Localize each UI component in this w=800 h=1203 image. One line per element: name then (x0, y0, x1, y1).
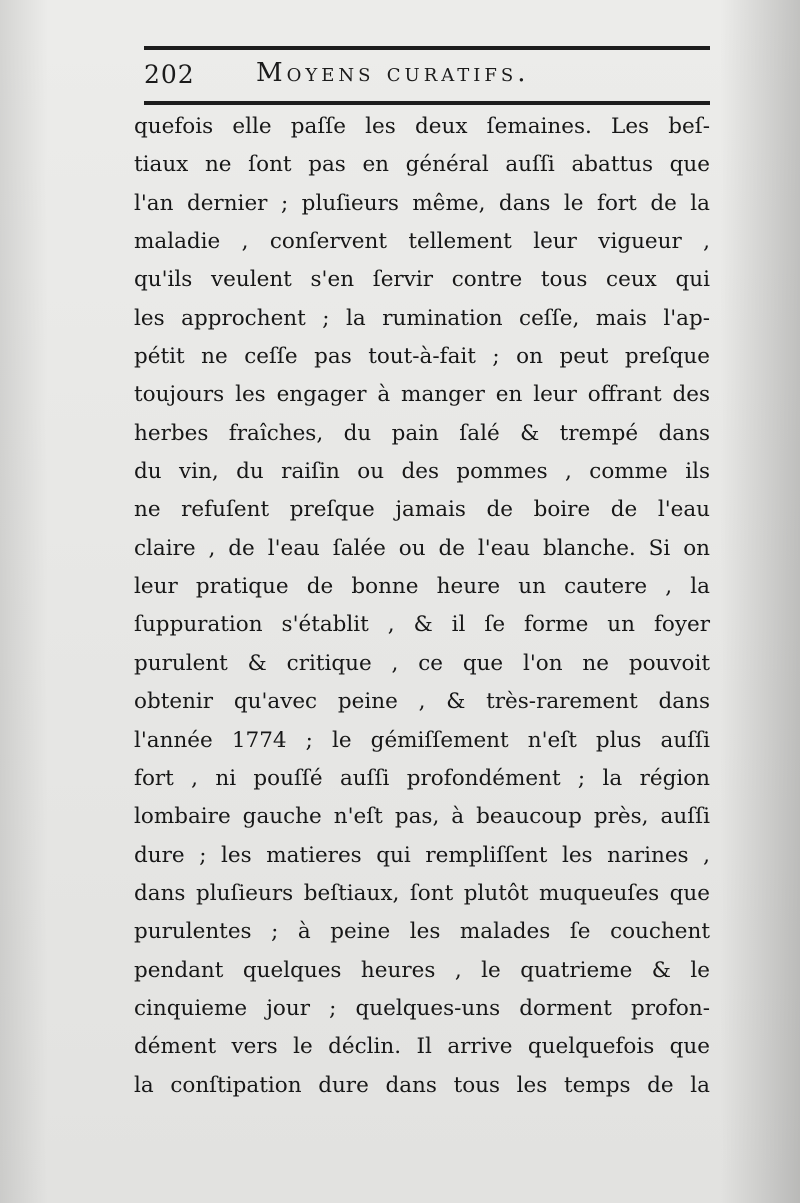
text-line: pendant quelques heures , le quatrieme & le (134, 957, 710, 983)
page-number: 202 (144, 60, 195, 89)
text-line: leur pratique de bonne heure un cautere , la (134, 574, 710, 600)
text-line: toujours les engager à manger en leur offrant des (134, 382, 710, 408)
text-line: dans pluſieurs beſtiaux, ſont plutôt muqueuſes que (134, 880, 710, 906)
text-line: purulentes ; à peine les malades ſe couchent (134, 919, 710, 945)
text-line: ne refuſent preſque jamais de boire de l'eau (134, 497, 710, 523)
text-line: les approchent ; la rumination ceſſe, mais l'ap- (134, 305, 710, 331)
header-top-rule (144, 46, 710, 50)
text-line: lombaire gauche n'eſt pas, à beaucoup près, auſſi (134, 804, 710, 830)
text-line: claire , de l'eau ſalée ou de l'eau blanche. Si on (134, 535, 710, 561)
text-line: l'année 1774 ; le gémiſſement n'eſt plus auſſi (134, 727, 710, 753)
text-line: l'an dernier ; pluſieurs même, dans le fort de la (134, 190, 710, 216)
text-line: du vin, du raiſin ou des pommes , comme ils (134, 459, 710, 485)
running-head: Moyens curatifs. (256, 58, 530, 88)
page-header (144, 56, 710, 92)
text-line: dure ; les matieres qui rempliſſent les narines , (134, 842, 710, 868)
text-line: maladie , conſervent tellement leur vigueur , (134, 229, 710, 255)
text-line: fort , ni pouſſé auſſi profondément ; la région (134, 765, 710, 791)
text-line: quefois elle paſſe les deux ſemaines. Les beſ- (134, 114, 710, 139)
text-line: ſuppuration s'établit , & il ſe forme un foyer (134, 612, 710, 638)
text-line: la conſtipation dure dans tous les temps de la (134, 1072, 710, 1098)
text-line: qu'ils veulent s'en ſervir contre tous ceux qui (134, 267, 710, 293)
text-line: herbes fraîches, du pain ſalé & trempé dans (134, 420, 710, 446)
text-line: dément vers le déclin. Il arrive quelquefois que (134, 1034, 710, 1060)
text-line: cinquieme jour ; quelques-uns dorment profon- (134, 995, 710, 1021)
text-line: purulent & critique , ce que l'on ne pouvoit (134, 650, 710, 676)
text-line: obtenir qu'avec peine , & très-rarement dans (134, 689, 710, 715)
header-bottom-rule (144, 101, 710, 105)
text-line: tiaux ne ſont pas en général auſſi abattus que (134, 152, 710, 178)
text-line: pétit ne ceſſe pas tout-à-fait ; on peut preſque (134, 344, 710, 370)
body-text (134, 108, 710, 1098)
